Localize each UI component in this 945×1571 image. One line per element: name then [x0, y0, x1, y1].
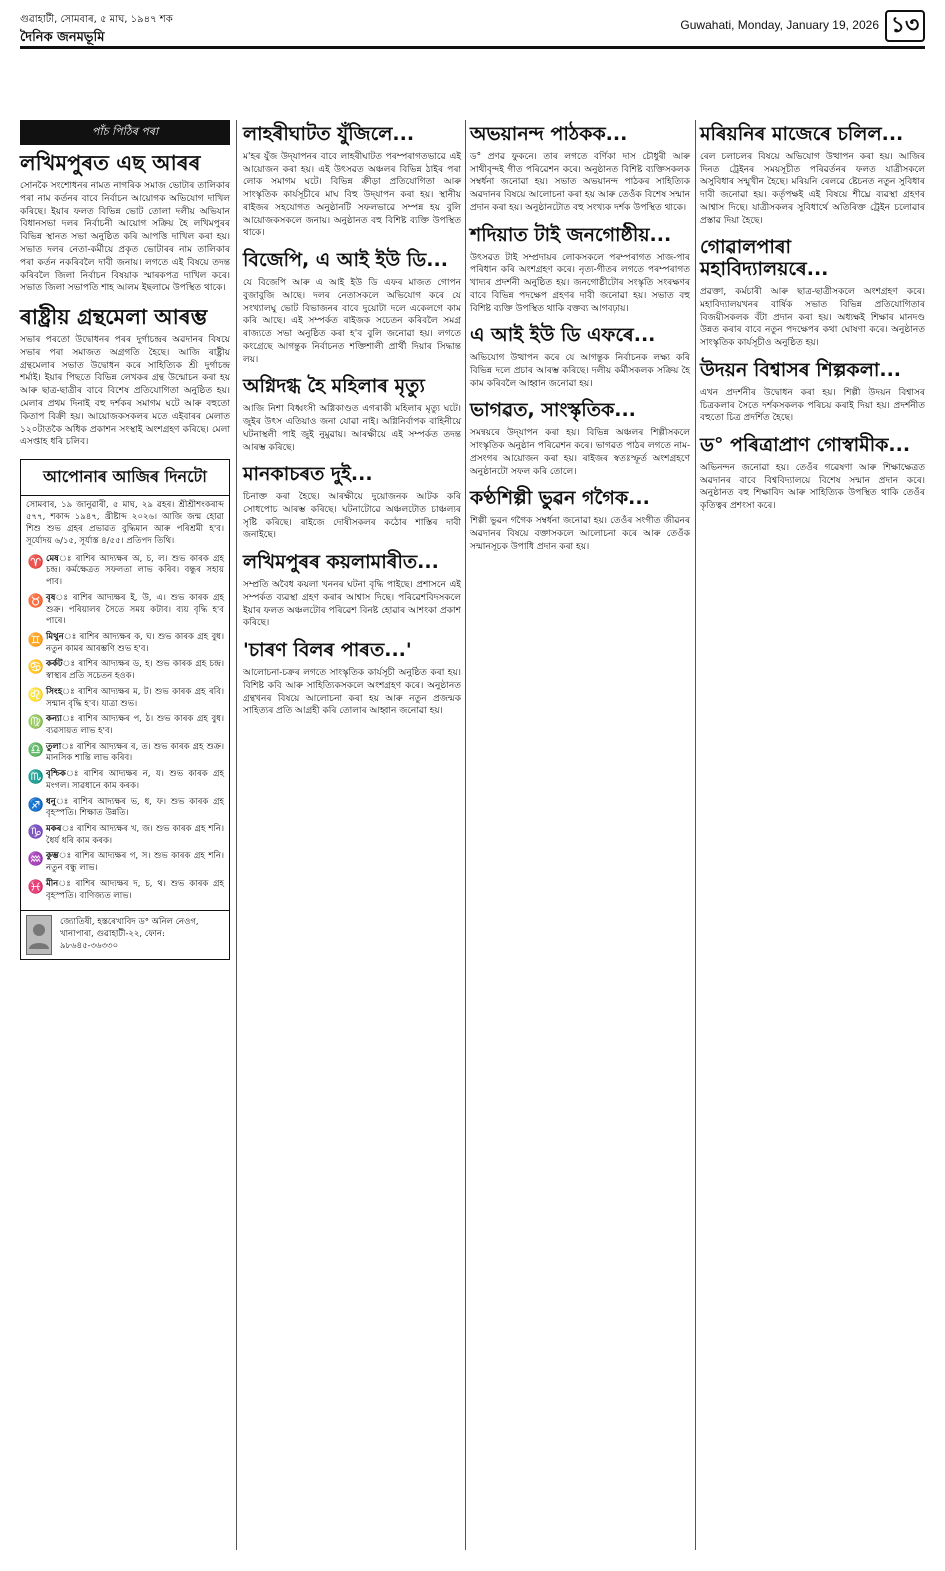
horoscope-row	[21, 822, 229, 849]
sign-prediction: ঃ ৰাশিৰ আদ্যক্ষৰ ম, ট। শুভ কাৰক গ্ৰহ ৰবি। সন্মান বৃদ্ধি হ'ব। যাত্ৰা শুভ।	[46, 686, 224, 709]
sign-prediction: ঃ ৰাশিৰ আদ্যক্ষৰ অ, চ, ল। শুভ কাৰক গ্ৰহ চন্দ্ৰ। কৰ্মক্ষেত্ৰত সফলতা লাভ কৰিব। বন্ধুৰ সহায় পাব।	[46, 553, 224, 588]
sign-name: কৰ্কট	[46, 659, 63, 670]
sign-name: বৃষ	[46, 592, 56, 603]
horoscope-title: আপোনাৰ আজিৰ দিনটো	[21, 460, 229, 496]
horoscope-list	[21, 552, 229, 905]
sign-prediction: ঃ ৰাশিৰ আদ্যক্ষৰ খ, জ। শুভ কাৰক গ্ৰহ শনি। ধৈৰ্য ধৰি কাম কৰক।	[46, 824, 224, 846]
story-headline: উদয়ন বিশ্বাসৰ শিল্পকলা...	[700, 358, 902, 381]
sign-prediction: ঃ ৰাশিৰ আদ্যক্ষৰ ন, য। শুভ কাৰক গ্ৰহ মংগল। সাৱধানে কাম কৰক।	[46, 769, 224, 791]
story-body: সমন্বয়ৰে উদ্‌যাপন কৰা হয়। বিভিন্ন অঞ্চলৰ শিল্পীসকলে সাংস্কৃতিক অনুষ্ঠান পৰিৱেশন কৰে। ভাগৱত পাঠৰ লগতে নাম-প্ৰসংগৰ আয়োজন কৰা হয়। ৰাইজৰ স্বতঃস্ফূৰ্ত অংশগ্ৰহণে অনুষ্ঠানটো সফল কৰি তোলে।	[470, 428, 690, 477]
sign-name: মীন	[46, 878, 59, 889]
horoscope-row	[21, 767, 229, 794]
story-headline: 'চাৰণ বিলৰ পাৰত...'	[243, 639, 412, 662]
horoscope-text	[46, 554, 224, 589]
horoscope-row	[21, 657, 229, 684]
sign-prediction: ঃ ৰাশিৰ আদ্যক্ষৰ ভ, ধ, ফ। শুভ কাৰক গ্ৰহ বৃহস্পতি। শিক্ষাত উন্নতি।	[46, 796, 224, 819]
story-headline: ৰাষ্ট্ৰীয় গ্ৰন্থমেলা আৰম্ভ	[20, 305, 208, 330]
story-body: অভিনন্দন জনোৱা হয়। তেওঁৰ গৱেষণা আৰু শিক্ষাক্ষেত্ৰত অৱদানৰ বাবে বিশ্ববিদ্যালয়ে বিশেষ সন্মান প্ৰদান কৰে। অনুষ্ঠানত বহু শিক্ষাবিদ আৰু সাহিত্যিক উপস্থিত থাকি তেওঁৰ কৃতিত্বৰ প্ৰশংসা কৰে।	[700, 462, 925, 512]
zodiac-icon: ♍	[27, 715, 45, 731]
sign-prediction: ঃ ৰাশিৰ আদ্যক্ষৰ ৰ, ত। শুভ কাৰক গ্ৰহ শুক্ৰ। মানসিক শান্তি লাভ কৰিব।	[46, 741, 224, 764]
horoscope-text	[46, 632, 224, 655]
horoscope-text	[46, 879, 224, 902]
story-body: অভিযোগ উত্থাপন কৰে যে আগন্তুক নিৰ্বাচনক লক্ষ্য কৰি বিভিন্ন দলে প্ৰচাৰ আৰম্ভ কৰিছে। দলীয় কৰ্মীসকলক সক্ৰিয় হৈ কাম কৰিবলৈ আহ্বান জনোৱা হয়।	[470, 353, 690, 389]
story-body: ম'হৰ যুঁজ উদ্‌যাপনৰ বাবে লাহৰীঘাটত পৰম্পৰাগতভাৱে এই আয়োজন কৰা হয়। এই উৎসৱত অঞ্চলৰ বিভিন্ন ঠাইৰ পৰা লোক সমাগম ঘটে। বিভিন্ন ক্ৰীড়া প্ৰতিযোগিতা আৰু সাংস্কৃতিক কাৰ্যসূচীৰে মাঘ বিহু উদ্‌যাপন কৰা হয়। স্থানীয় ৰাইজৰ সহযোগত অনুষ্ঠানটি সফলভাৱে সম্পন্ন হয় বুলি আয়োজকসকলে জনায়। অনুষ্ঠানত বহু বিশিষ্ট ব্যক্তি উপস্থিত থাকে।	[243, 151, 461, 239]
zodiac-icon: ♊	[27, 632, 45, 648]
story-headline: লখিমপুৰত এছ আৰৰ	[20, 151, 201, 175]
story-headline: অগ্নিদগ্ধ হৈ মহিলাৰ মৃত্যু	[243, 375, 425, 398]
sign-name: সিংহ	[46, 686, 63, 697]
story-body: আলোচনা-চক্ৰৰ লগতে সাংস্কৃতিক কাৰ্যসূচী অনুষ্ঠিত কৰা হয়। বিশিষ্ট কবি আৰু সাহিত্যিকসকলে অংশগ্ৰহণ কৰে। অনুষ্ঠানত গ্ৰন্থখনৰ বিষয়ে আলোচনা কৰা হয় আৰু নতুন প্ৰজন্মক সাহিত্যৰ প্ৰতি আগ্ৰহী কৰি তোলাৰ আহ্বান জনোৱা হয়।	[243, 667, 461, 717]
sign-name: বৃশ্চিক	[46, 769, 66, 780]
sign-name: মেষ	[46, 553, 59, 564]
zodiac-icon: ♈	[27, 554, 45, 570]
story-headline: মৰিয়নিৰ মাজেৰে চলিল...	[700, 123, 904, 145]
horoscope-row	[21, 712, 229, 739]
horoscope-text	[46, 714, 224, 737]
horoscope-row	[21, 591, 229, 630]
zodiac-icon: ♑	[27, 825, 45, 840]
zodiac-icon: ♋	[27, 660, 45, 676]
sign-prediction: ঃ ৰাশিৰ আদ্যক্ষৰ গ, স। শুভ কাৰক গ্ৰহ শনি। নতুন বন্ধু লাভ।	[46, 851, 224, 874]
horoscope-row	[21, 849, 229, 876]
column-1	[20, 120, 230, 960]
horoscope-box	[20, 459, 230, 960]
zodiac-icon: ♒	[27, 852, 45, 868]
sign-name: মিথুন	[46, 631, 64, 642]
astrologer-footer	[21, 910, 229, 959]
zodiac-icon: ♌	[27, 687, 45, 703]
header-rule	[20, 46, 925, 49]
story-headline: অভয়ানন্দ পাঠকক...	[470, 123, 628, 145]
horoscope-text	[46, 851, 224, 874]
story-headline: ভাগৱত, সাংস্কৃতিক...	[470, 399, 636, 422]
column-divider	[236, 120, 237, 1550]
story-headline: গোৱালপাৰা মহাবিদ্যালয়ৰে...	[700, 236, 829, 281]
horoscope-text	[46, 797, 224, 820]
sign-prediction: ঃ ৰাশিৰ আদ্যক্ষৰ ক, ঘ। শুভ কাৰক গ্ৰহ বুধ। নতুন কামৰ আৰম্ভণি শুভ হ'ব।	[46, 631, 224, 654]
masthead	[20, 10, 925, 76]
paper-name: দৈনিক জনমভূমি	[20, 30, 105, 45]
astrologer-photo	[26, 915, 52, 955]
sign-prediction: ঃ ৰাশিৰ আদ্যক্ষৰ প, ঠ। শুভ কাৰক গ্ৰহ বুধ। ব্যৱসায়ত লাভ হ'ব।	[46, 714, 224, 736]
story-headline: মানকাচৰত দুই...	[243, 463, 373, 486]
horoscope-row	[21, 740, 229, 767]
column-2	[243, 120, 461, 728]
story-headline: বিজেপি, এ আই ইউ ডি...	[243, 249, 448, 272]
continued-kicker: পাঁচ পিঠিৰ পৰা	[20, 120, 230, 145]
horoscope-row	[21, 685, 229, 712]
story-body: উৎসৱত টাই সম্প্ৰদায়ৰ লোকসকলে পৰম্পৰাগত সাজ-পাৰ পৰিধান কৰি অংশগ্ৰহণ কৰে। নৃত্য-গীতৰ লগতে পৰম্পৰাগত খাদ্যৰ প্ৰদৰ্শনী অনুষ্ঠিত হয়। জনগোষ্ঠীটোৰ সংস্কৃতি সংৰক্ষণৰ বাবে বিভিন্ন পদক্ষেপ গ্ৰহণৰ দাবী জনোৱা হয়। সভাত বহু বিশিষ্ট ব্যক্তি উপস্থিত থাকি বক্তব্য আগবঢ়ায়।	[470, 252, 690, 314]
sign-name: ধনু	[46, 796, 56, 807]
horoscope-text	[46, 687, 224, 710]
sign-name: কন্যা	[46, 714, 62, 725]
column-3	[470, 120, 690, 564]
story-body: শিল্পী ভুৱন গগৈক সম্বৰ্ধনা জনোৱা হয়। তেওঁৰ সংগীত জীৱনৰ অৱদানৰ বিষয়ে বক্তাসকলে আলোচনা কৰে আৰু তেওঁক সন্মানসূচক উপাধি প্ৰদান কৰা হয়।	[470, 516, 690, 552]
zodiac-icon: ♉	[27, 593, 45, 609]
story-headline: লাহৰীঘাটত যুঁজিলে...	[243, 123, 415, 145]
horoscope-row	[21, 552, 229, 591]
story-body: যে বিজেপি আৰু এ আই ইউ ডি এফৰ মাজত গোপন বুজাবুজি আছে। দলৰ নেতাসকলে অভিযোগ কৰে যে সংখ্যালঘু ভোট বিভাজনৰ বাবে দুয়োটা দলে একেলগে কাম কৰি আছে। এই সম্পৰ্কত ৰাইজক সচেতন কৰিবলৈ সমগ্ৰ ৰাজ্যতে সভা অনুষ্ঠিত কৰা হ'ব বুলি জনোৱা হয়। লগতে কংগ্ৰেছে আগন্তুক নিৰ্বাচনত শক্তিশালী প্ৰাৰ্থী দিয়াৰ সিদ্ধান্ত লয়।	[243, 278, 461, 365]
horoscope-text	[46, 659, 224, 682]
sign-name: তুলা	[46, 741, 62, 752]
story-body: ড° প্ৰণৱ ফুকনে। তাৰ লগতে বৰ্ণিকা দাস চৌধুৰী আৰু সাথীবৃন্দই গীত পৰিৱেশন কৰে। অনুষ্ঠানত বিশিষ্ট ব্যক্তিসকলক সম্বৰ্ধনা জনোৱা হয়। সভাত অভয়ানন্দ পাঠকৰ সাহিত্যিক অৱদানৰ বিষয়ে আলোচনা কৰা হয় আৰু তেওঁক বিশেষ সন্মান প্ৰদান কৰা হয়। অনুষ্ঠানটোত বহু সংখ্যক দৰ্শক উপস্থিত থাকে।	[470, 151, 690, 213]
column-divider	[465, 120, 466, 1550]
page-number: ১৩	[885, 10, 925, 42]
zodiac-icon: ♓	[27, 879, 45, 895]
horoscope-row	[21, 795, 229, 822]
horoscope-text	[46, 742, 224, 765]
sign-prediction: ঃ ৰাশিৰ আদ্যক্ষৰ দ, চ, থ। শুভ কাৰক গ্ৰহ বৃহস্পতি। বাণিজ্যত লাভ।	[46, 878, 224, 901]
story-headline: কণ্ঠশিল্পী ভুৱন গগৈক...	[470, 487, 650, 510]
sign-name: কুম্ভ	[46, 851, 59, 862]
local-dateline: গুৱাহাটী, সোমবাৰ, ৫ মাঘ, ১৯৪৭ শক	[20, 14, 173, 25]
story-body: এখন প্ৰদৰ্শনীৰ উদ্বোধন কৰা হয়। শিল্পী উদয়ন বিশ্বাসৰ চিত্ৰকলাৰ সৈতে দৰ্শকসকলক পৰিচয় কৰাই দিয়া হয়। প্ৰদৰ্শনীত বহুতো চিত্ৰ প্ৰদৰ্শিত হৈছে।	[700, 387, 925, 424]
story-body: সোনকৈ সংশোধনৰ নামত নাগৰিক সমাজ ভোটাৰ তালিকাৰ পৰা নাম কৰ্তনৰ বাবে নিৰ্বাচন আয়োগক অভিযোগ দাখিল কৰিছে। ইয়াৰ ফলত বিভিন্ন ভোট তোলা দলীয় অভিযান বিধানসভা দলৰ নিৰ্বাচনী আয়োগ সক্ৰিয় হৈ লখিমপুৰৰ বিভিন্ন স্থানত সভা অনুষ্ঠিত কৰি আপত্তি দাখিল কৰা হয়। সভাত দলৰ নেতা-কৰ্মীয়ে প্ৰকৃত ভোটাৰৰ নাম তালিকাৰ পৰা কৰ্তন নকৰিবলৈ দাবী জনায়। লগতে এই বিষয়ে তদন্ত কৰিবলৈ জিলা নিৰ্বাচন বিষয়াক স্মাৰকপত্ৰ দাখিল কৰে। সভাত জিলা সভাপতি শাহ আলম ইছলামে উপস্থিত থাকে।	[20, 181, 230, 294]
story-body: সভাৰ পৰতো উদ্বোধনৰ পৰৰ দুৰ্গাচন্দ্ৰৰ অৱদানৰ বিষয়ে সভাৰ পৰা সমাজত অগ্ৰগতি হৈছে। আজি ৰাষ্ট্ৰীয় গ্ৰন্থমেলাৰ সভাত উদ্বোধন কৰে সাহিত্যিক শ্ৰী দুৰ্গাচন্দ্ৰ শৰ্মাই। ইয়াৰ পিছতে বিভিন্ন লেখকৰ গ্ৰন্থ উন্মোচন কৰা হয় আৰু ছাত্ৰ-ছাত্ৰীৰ বাবে বিশেষ প্ৰতিযোগিতা অনুষ্ঠিত হয়। মেলাৰ প্ৰথম দিনাই বহু দৰ্শকৰ সমাগম ঘটে আৰু বহুতো কিতাপ বিক্ৰী হয়। আয়োজকসকলৰ মতে এইবাৰৰ মেলাত ১২০টাতকৈ অধিক প্ৰকাশন সংস্থাই অংশগ্ৰহণ কৰিছে। মেলা এসপ্তাহ ধৰি চলিব।	[20, 335, 230, 448]
horoscope-intro: সোমবাৰ, ১৯ জানুৱাৰী, ৫ মাঘ, ২৯ ৱহৰ। শ্ৰীশ্ৰীশংকৰাব্দ ৫৭৭, শকাব্দ ১৯৪৭, খ্ৰীষ্টাব্দ ২০২৬। আজি জন্ম হোৱা শিশু শুভ গ্ৰহৰ প্ৰভাৱত বুদ্ধিমান আৰু পৰিশ্ৰমী হ'ব। সূৰ্যোদয় ৬/১৫, সূৰ্যাস্ত ৪/৫৫। প্ৰতিপদ তিথি।	[26, 500, 224, 546]
zodiac-icon: ♎	[27, 742, 45, 758]
column-divider	[695, 120, 696, 1550]
sign-prediction: ঃ ৰাশিৰ আদ্যক্ষৰ ড, হ। শুভ কাৰক গ্ৰহ চন্দ্ৰ। স্বাস্থ্যৰ প্ৰতি সচেতন হওক।	[46, 659, 224, 682]
horoscope-text	[46, 593, 224, 628]
sign-prediction: ঃ ৰাশিৰ আদ্যক্ষৰ ই, উ, এ। শুভ কাৰক গ্ৰহ শুক্ৰ। পৰিয়ালৰ সৈতে সময় কটাব। ব্যয় বৃদ্ধি হ'ব পাৰে।	[46, 592, 224, 627]
horoscope-text	[46, 769, 224, 792]
story-body: সম্প্ৰতি অবৈধ কয়লা খননৰ ঘটনা বৃদ্ধি পাইছে। প্ৰশাসনে এই সম্পৰ্কত ব্যৱস্থা গ্ৰহণ কৰাৰ আশ্বাস দিছে। পৰিৱেশবিদসকলে ইয়াৰ ফলত অঞ্চলটোৰ পৰিৱেশ বিনষ্ট হোৱাৰ আশংকা প্ৰকাশ কৰিছে।	[243, 580, 461, 629]
english-dateline: Guwahati, Monday, January 19, 2026	[680, 18, 879, 32]
horoscope-text	[46, 824, 224, 847]
sign-name: মকৰ	[46, 824, 62, 834]
column-4	[700, 120, 925, 523]
horoscope-row	[21, 877, 229, 904]
story-body: আজি নিশা বিধ্বংসী অগ্নিকাণ্ডত এগৰাকী মহিলাৰ মৃত্যু ঘটে। জুইৰ উৎস এতিয়াও জনা যোৱা নাই। অগ্নিনিৰ্বাপক বাহিনীয়ে ঘটনাস্থলী পাই জুই নুমুৱায়। আৰক্ষীয়ে এই সম্পৰ্কত তদন্ত আৰম্ভ কৰিছে।	[243, 404, 461, 453]
horoscope-row	[21, 630, 229, 657]
story-body: চিনাক্ত কৰা হৈছে। আৰক্ষীয়ে দুয়োজনক আটক কৰি সোধপোচ আৰম্ভ কৰিছে। ঘটনাটোৱে অঞ্চলটোত চাঞ্চল্যৰ সৃষ্টি কৰিছে। ৰাইজে দোষীসকলৰ কঠোৰ শাস্তিৰ দাবী জনাইছে।	[243, 492, 461, 541]
story-headline: এ আই ইউ ডি এফৰে...	[470, 324, 656, 347]
story-headline: শদিয়াত টাই জনগোষ্ঠীয়...	[470, 223, 672, 246]
story-headline: ড° পৰিত্ৰাপ্ৰাণ গোস্বামীক...	[700, 434, 911, 457]
astrologer-contact: জ্যোতিষী, হস্তৰেখাবিদ ড° অনিল নেওগ, খানাপাৰা, গুৱাহাটী-২২, ফোন: ৯৮৬৪৫-৩৬৩৩০	[60, 917, 199, 952]
zodiac-icon: ♏	[27, 770, 45, 786]
zodiac-icon: ♐	[27, 797, 45, 813]
story-body: প্ৰৱক্তা, কৰ্মচাৰী আৰু ছাত্ৰ-ছাত্ৰীসকলে অংশগ্ৰহণ কৰে। মহাবিদ্যালয়খনৰ বাৰ্ষিক সভাত বিভিন্ন প্ৰতিযোগিতাৰ বিজয়ীসকলক বঁটা প্ৰদান কৰা হয়। অধ্যক্ষই শিক্ষাৰ মানদণ্ড উন্নত কৰাৰ বাবে নতুন পদক্ষেপৰ কথা ঘোষণা কৰে। অনুষ্ঠানত সাংস্কৃতিক কাৰ্যসূচীও অনুষ্ঠিত হয়।	[700, 287, 925, 349]
story-body: ৰেল চলাচলৰ বিষয়ে অভিযোগ উত্থাপন কৰা হয়। আজিৰ দিনত ট্ৰেইনৰ সময়সূচীত পৰিৱৰ্তনৰ ফলত যাত্ৰীসকলে অসুবিধাৰ সন্মুখীন হৈছে। মৰিয়নি ৰেলৱে ষ্টেচনত নতুন সুবিধাৰ দাবী জনোৱা হয়। কৰ্তৃপক্ষই এই বিষয়ে শীঘ্ৰে ব্যৱস্থা গ্ৰহণৰ আশ্বাস দিছে। যাত্ৰীসকলৰ সুবিধাৰ্থে অতিৰিক্ত ট্ৰেইন চলোৱাৰ প্ৰস্তাৱ দিয়া হৈছে।	[700, 151, 925, 226]
story-headline: লখিমপুৰৰ কয়লামাৰীত...	[243, 551, 439, 574]
